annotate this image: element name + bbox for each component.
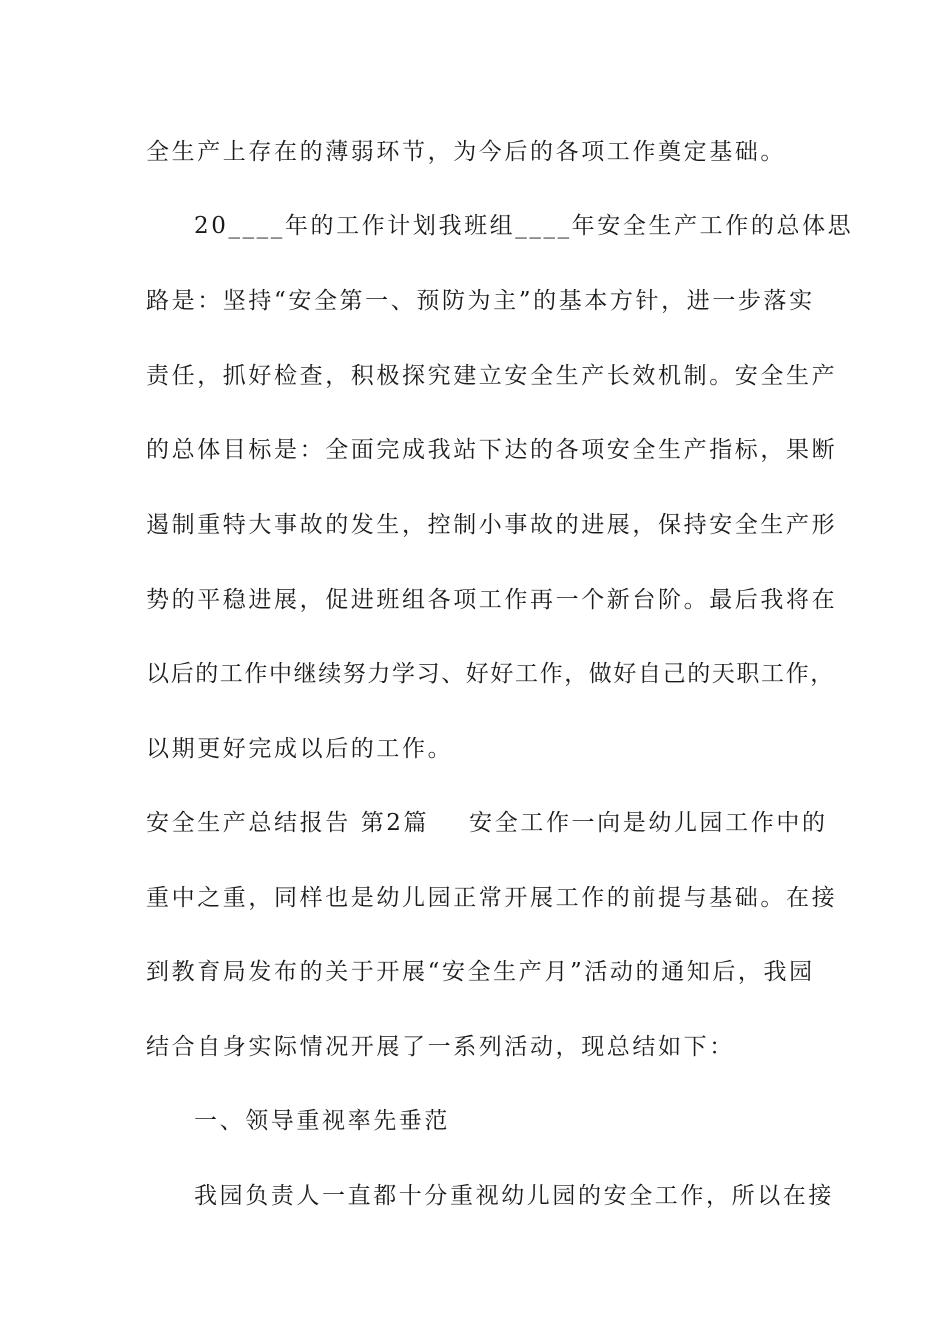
text-line: 结合自身实际情况开展了一系列活动，现总结如下： [146, 1034, 735, 1060]
section-heading: 安全生产总结报告 第2篇 [146, 810, 430, 836]
text-line: 责任，抓好检查，积极探究建立安全生产长效机制。安全生产 [146, 363, 838, 389]
text-line: 到教育局发布的关于开展“安全生产月”活动的通知后，我园 [146, 959, 815, 985]
text-line: 势的平稳进展，促进班组各项工作再一个新台阶。最后我将在 [146, 587, 838, 613]
text-line: 全生产上存在的薄弱环节，为今后的各项工作奠定基础。 [146, 139, 786, 165]
text-line: 以期更好完成以后的工作。 [146, 736, 454, 762]
text-line: 路是：坚持“安全第一、预防为主”的基本方针，进一步落实 [146, 288, 815, 314]
subheading-line: 一、领导重视率先垂范 [194, 1108, 450, 1134]
paragraph-start-line: 20____年的工作计划我班组____年安全生产工作的总体思 [194, 213, 854, 239]
text-line: 遏制重特大事故的发生，控制小事故的进展，保持安全生产形 [146, 512, 838, 538]
section-first-text: 安全工作一向是幼儿园工作中的 [469, 810, 828, 836]
paragraph-start-line: 我园负责人一直都十分重视幼儿园的安全工作，所以在接 [194, 1183, 834, 1209]
text-line: 以后的工作中继续努力学习、好好工作，做好自己的天职工作， [146, 661, 835, 687]
text-line: 重中之重，同样也是幼儿园正常开展工作的前提与基础。在接 [146, 885, 838, 911]
section-heading-line [146, 808, 828, 838]
text-line: 的总体目标是：全面完成我站下达的各项安全生产指标，果断 [146, 437, 838, 463]
